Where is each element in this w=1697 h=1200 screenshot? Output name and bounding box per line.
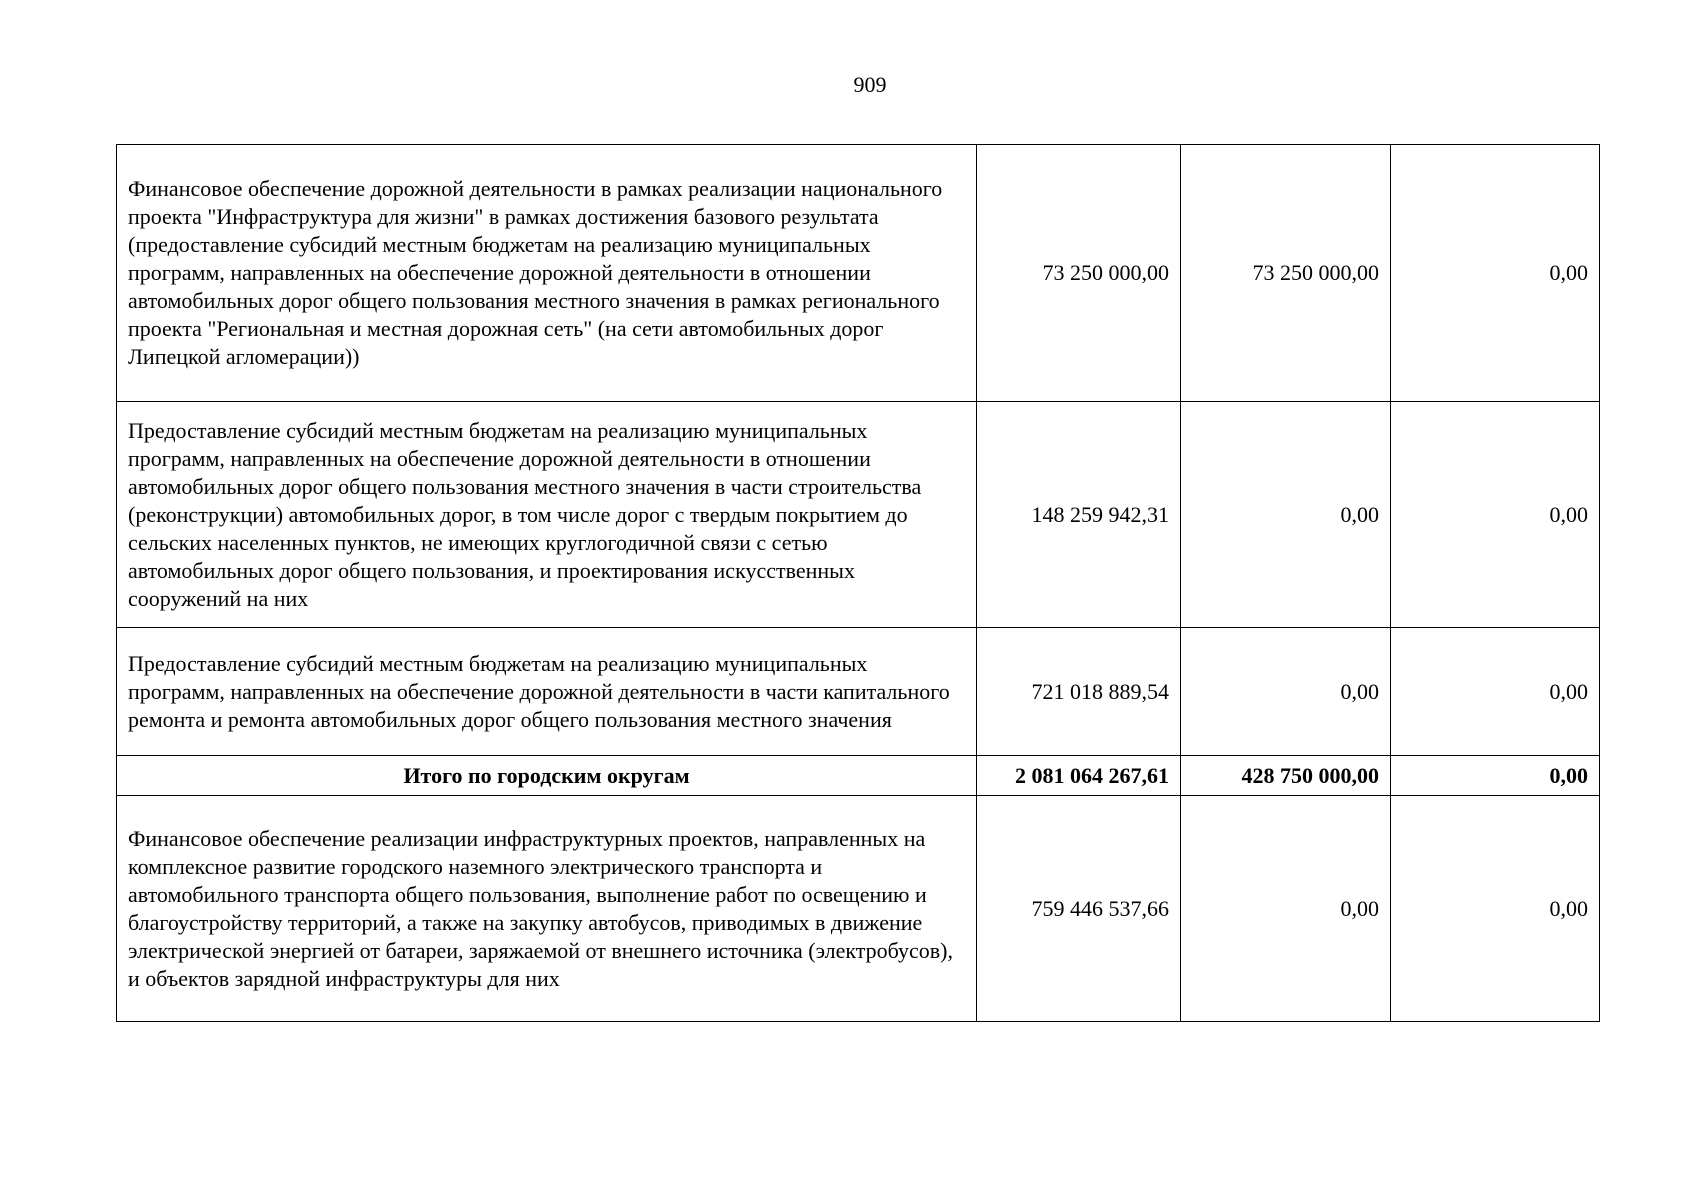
row-value-3: 0,00 [1391, 402, 1600, 628]
row-value-2: 0,00 [1181, 402, 1391, 628]
row-description: Финансовое обеспечение дорожной деятельности в рамках реализации национального проекта "Инфраструктура для жизни" в рамках достижения базового результата (предоставление субсидий местным бюджетам на реализацию муниципальных программ, направленных на обеспечение дорожной деятельности в отношении автомобильных дорог общего пользования местного значения в рамках регионального проекта "Региональная и местная дорожная сеть" (на сети автомобильных дорог Липецкой агломерации)) [117, 145, 977, 402]
total-value-2: 428 750 000,00 [1181, 756, 1391, 796]
table-row [117, 796, 1600, 1022]
row-value-1: 73 250 000,00 [977, 145, 1181, 402]
total-row [117, 756, 1600, 796]
table-row [117, 402, 1600, 628]
row-value-1: 721 018 889,54 [977, 628, 1181, 756]
page-number: 909 [853, 72, 887, 97]
row-description: Предоставление субсидий местным бюджетам на реализацию муниципальных программ, направленных на обеспечение дорожной деятельности в отношении автомобильных дорог общего пользования местного значения в части строительства (реконструкции) автомобильных дорог, в том числе дорог с твердым покрытием до сельских населенных пунктов, не имеющих круглогодичной связи с сетью автомобильных дорог общего пользования, и проектирования искусственных сооружений на них [117, 402, 977, 628]
row-value-2: 0,00 [1181, 628, 1391, 756]
row-value-1: 148 259 942,31 [977, 402, 1181, 628]
row-value-3: 0,00 [1391, 145, 1600, 402]
table-row [117, 145, 1600, 402]
row-value-2: 73 250 000,00 [1181, 145, 1391, 402]
budget-table [116, 144, 1600, 1022]
row-value-2: 0,00 [1181, 796, 1391, 1022]
row-value-3: 0,00 [1391, 628, 1600, 756]
row-description: Финансовое обеспечение реализации инфраструктурных проектов, направленных на комплексное развитие городского наземного электрического транспорта и автомобильного транспорта общего пользования, выполнение работ по освещению и благоустройству территорий, а также на закупку автобусов, приводимых в движение электрической энергией от батареи, заряжаемой от внешнего источника (электробусов), и объектов зарядной инфраструктуры для них [117, 796, 977, 1022]
row-value-1: 759 446 537,66 [977, 796, 1181, 1022]
total-label: Итого по городским округам [117, 756, 977, 796]
table-row [117, 628, 1600, 756]
total-value-1: 2 081 064 267,61 [977, 756, 1181, 796]
total-value-3: 0,00 [1391, 756, 1600, 796]
row-value-3: 0,00 [1391, 796, 1600, 1022]
row-description: Предоставление субсидий местным бюджетам на реализацию муниципальных программ, направленных на обеспечение дорожной деятельности в части капитального ремонта и ремонта автомобильных дорог общего пользования местного значения [117, 628, 977, 756]
